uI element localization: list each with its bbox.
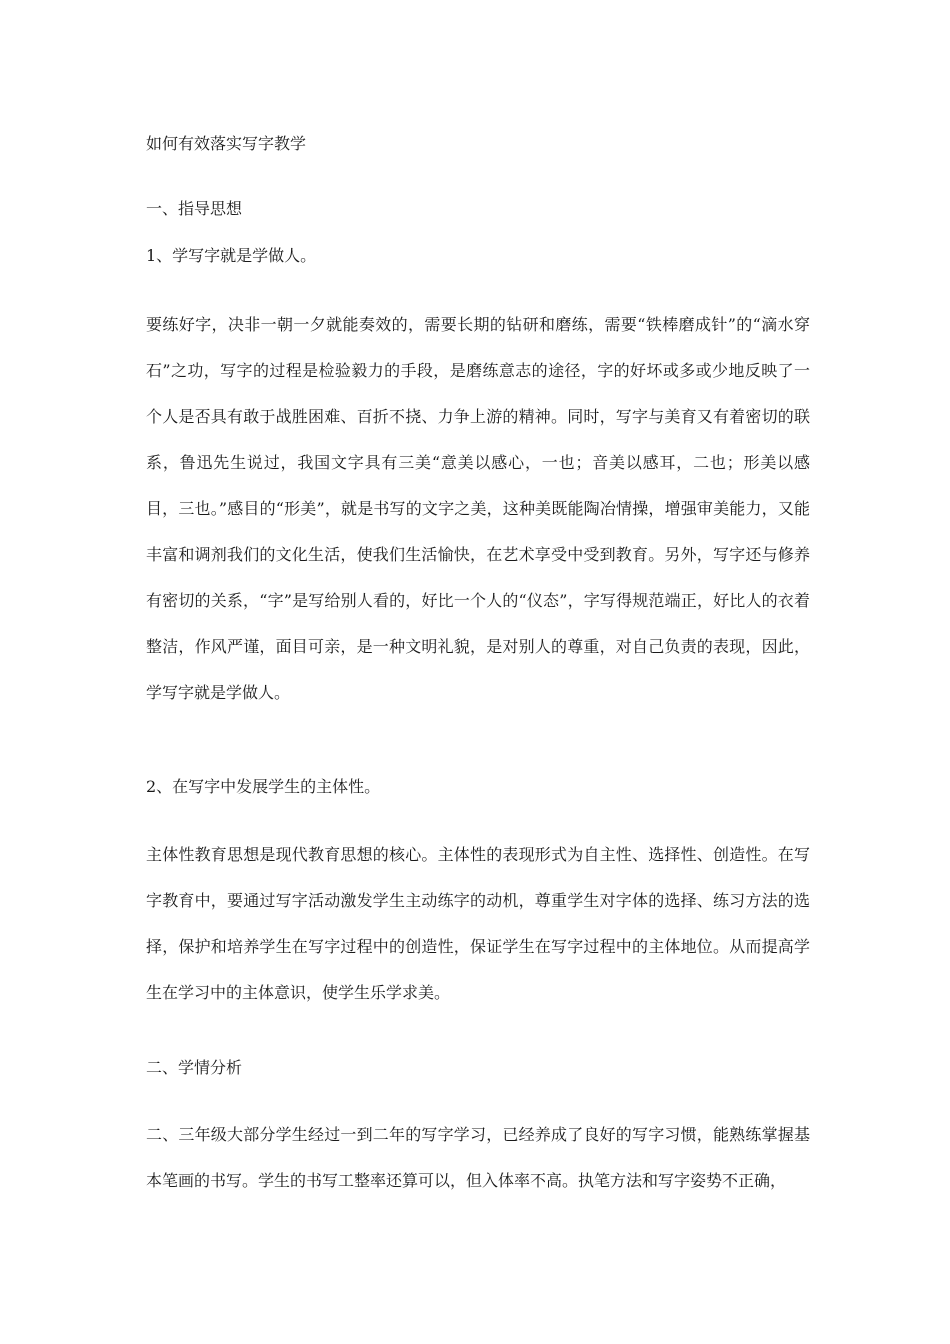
item-heading-2: 2、在写字中发展学生的主体性。 (146, 777, 381, 796)
paragraph-learning-analysis: 二、三年级大部分学生经过一到二年的写字学习，已经养成了良好的写字习惯，能熟练掌握基本笔画的书写。学生的书写工整率还算可以，但入体率不高。执笔方法和写字姿势不正确， (146, 1125, 810, 1190)
section-heading-learning-analysis: 二、学情分析 (146, 1058, 243, 1077)
paragraph-item-1: 要练好字，决非一朝一夕就能奏效的，需要长期的钻研和磨练，需要“铁棒磨成针”的“滴水穿石”之功，写字的过程是检验毅力的手段，是磨练意志的途径，字的好坏或多或少地反映了一个人是否具有敢于战胜困难、百折不挠、力争上游的精神。同时，写字与美育又有着密切的联系，鲁迅先生说过，我国文字具有三美“意美以感心，一也；音美以感耳，二也；形美以感目，三也。”感目的“形美”，就是书写的文字之美，这种美既能陶冶情操，增强审美能力，又能丰富和调剂我们的文化生活，使我们生活愉快，在艺术享受中受到教育。另外，写字还与修养有密切的关系，“字”是写给别人看的，好比一个人的“仪态”，字写得规范端正，好比人的衣着整洁，作风严谨，面目可亲，是一种文明礼貌，是对别人的尊重，对自己负责的表现，因此，学写字就是学做人。 (146, 315, 810, 702)
document-title: 如何有效落实写字教学 (146, 134, 307, 153)
section-heading-guiding-ideology: 一、指导思想 (146, 199, 243, 218)
item-heading-1: 1、学写字就是学做人。 (146, 246, 317, 265)
paragraph-item-2: 主体性教育思想是现代教育思想的核心。主体性的表现形式为自主性、选择性、创造性。在写字教育中，要通过写字活动激发学生主动练字的动机，尊重学生对字体的选择、练习方法的选择，保护和培养学生在写字过程中的创造性，保证学生在写字过程中的主体地位。从而提高学生在学习中的主体意识，使学生乐学求美。 (146, 845, 810, 1002)
